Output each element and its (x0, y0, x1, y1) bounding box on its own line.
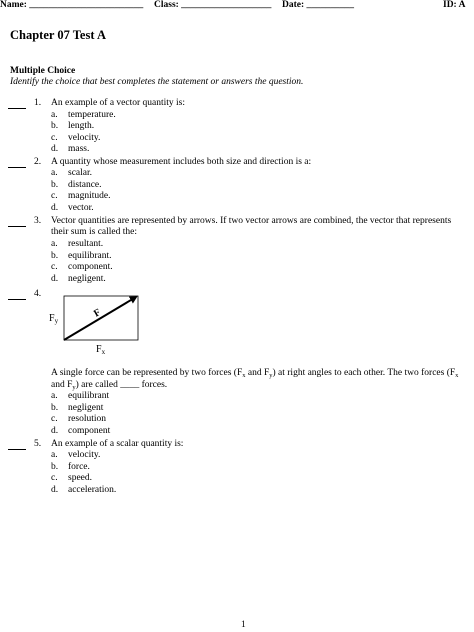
question-text-3-line-1: Vector quantities are represented by arrows. If two vector arrows are combined, the vector that represents (51, 216, 452, 226)
choice-letter: b. (51, 180, 59, 190)
choice-letter: c. (51, 262, 58, 272)
choice-letter: b. (51, 462, 59, 472)
test-id-label: ID: A (443, 0, 466, 10)
question-text-1: An example of a vector quantity is: (51, 98, 186, 108)
question-text-2: A quantity whose measurement includes both size and direction is a: (51, 157, 312, 167)
choice-text: velocity. (68, 450, 101, 460)
class-field-label: Class: ___________________ (154, 0, 272, 10)
question-number-4: 4. (34, 289, 42, 299)
choice-letter: c. (51, 473, 58, 483)
page-number: 1 (241, 620, 246, 630)
section-instructions: Identify the choice that best completes the statement or answers the question. (10, 77, 304, 87)
resultant-vector-arrow (64, 297, 136, 340)
choice-text: temperature. (68, 110, 116, 120)
fx-label: $F_x$ (96, 344, 106, 356)
page-title: Chapter 07 Test A (10, 28, 106, 42)
choice-text: negligent. (68, 274, 106, 284)
choice-letter: c. (51, 133, 58, 143)
choice-letter: b. (51, 121, 59, 131)
question-number-5: 5. (34, 439, 42, 449)
choice-letter: d. (51, 274, 59, 284)
answer-blank-4[interactable] (8, 290, 26, 300)
question-number-2: 2. (34, 157, 42, 167)
choice-text: acceleration. (68, 485, 117, 495)
choice-text: length. (68, 121, 95, 131)
choice-letter: a. (51, 168, 58, 178)
choice-text: magnitude. (68, 191, 111, 201)
choice-text: velocity. (68, 133, 101, 143)
resultant-vector-label: F (92, 307, 103, 320)
choice-text: resultant. (68, 239, 104, 249)
answer-blank-2[interactable] (8, 158, 26, 168)
choice-text: vector. (68, 203, 94, 213)
answer-blank-5[interactable] (8, 440, 26, 450)
choice-text: speed. (68, 473, 93, 483)
choice-letter: d. (51, 426, 59, 436)
choice-text: scalar. (68, 168, 93, 178)
choice-text: component (68, 426, 111, 436)
choice-text: mass. (68, 144, 90, 154)
choice-letter: c. (51, 414, 58, 424)
choice-text: distance. (68, 180, 102, 190)
choice-letter: a. (51, 391, 58, 401)
answer-blank-3[interactable] (8, 217, 26, 227)
choice-letter: a. (51, 239, 58, 249)
choice-letter: b. (51, 251, 59, 261)
question-text-3-line-2: their sum is called the: (51, 227, 138, 237)
choice-letter: c. (51, 191, 58, 201)
choice-text: resolution (68, 414, 106, 424)
section-heading: Multiple Choice (10, 66, 76, 76)
question-number-3: 3. (34, 216, 42, 226)
choice-text: component. (68, 262, 113, 272)
choice-text: equilibrant (68, 391, 110, 401)
choice-text: force. (68, 462, 90, 472)
question-text-5: An example of a scalar quantity is: (51, 439, 184, 449)
choice-letter: d. (51, 485, 59, 495)
choice-text: equilibrant. (68, 251, 112, 261)
vector-components-figure (40, 286, 150, 360)
choice-letter: b. (51, 403, 59, 413)
choice-letter: d. (51, 203, 59, 213)
question-text-4-line-1: A single force can be represented by two forces ($F_x$ and $F_y$) at right angles to each other. The two forces ($F_x$ (51, 368, 459, 379)
question-text-4-line-2: and $F_y$) are called ____ forces. (51, 380, 168, 391)
choice-letter: a. (51, 110, 58, 120)
choice-letter: d. (51, 144, 59, 154)
choice-letter: a. (51, 450, 58, 460)
question-number-1: 1. (34, 98, 42, 108)
date-field-label: Date: __________ (282, 0, 355, 10)
name-field-label: Name: ________________________ (0, 0, 144, 10)
answer-blank-1[interactable] (8, 99, 26, 109)
fy-label: $F_y$ (49, 313, 59, 325)
choice-text: negligent (68, 403, 104, 413)
